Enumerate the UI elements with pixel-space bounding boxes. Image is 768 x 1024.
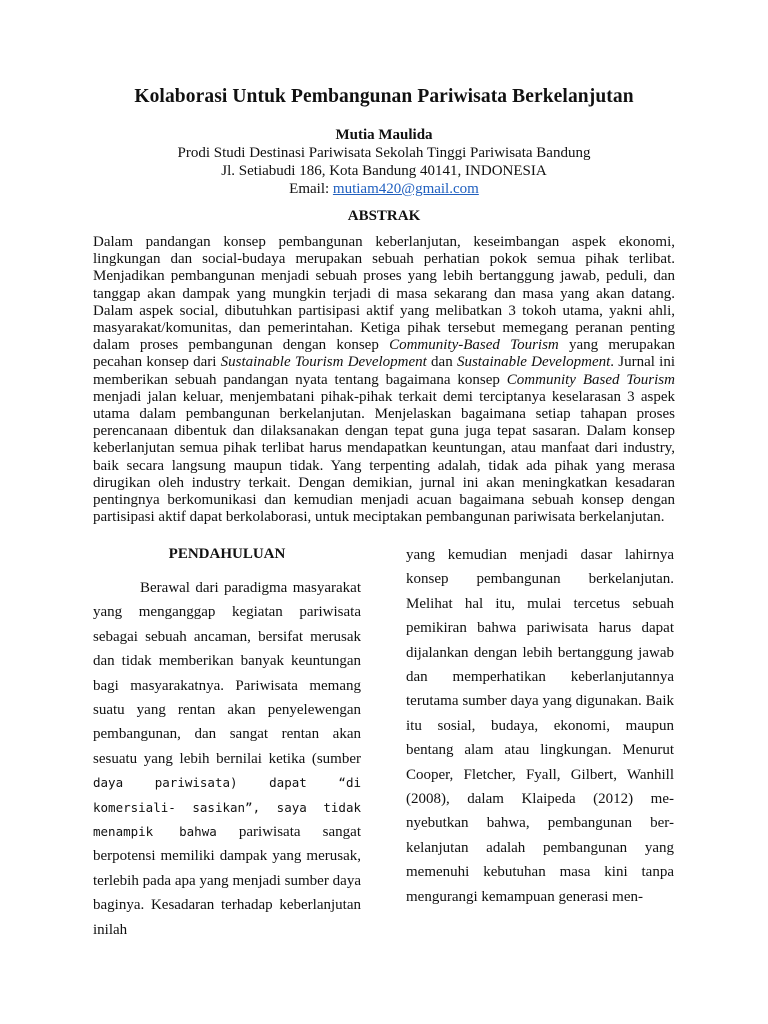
abstract-italic-sd: Sustainable Development	[456, 354, 611, 371]
abstract-part-2: yang merupakan pecahan konsep dari	[93, 337, 675, 371]
abstract-text	[93, 234, 675, 526]
author-address: Jl. Setiabudi 186, Kota Bandung 40141, INDONESIA	[221, 163, 547, 179]
author-block	[0, 126, 768, 198]
email-label: Email:	[289, 181, 333, 197]
abstract-italic-cbt-2: Community Based Tourism	[506, 371, 675, 388]
abstract-part-3: dan	[426, 354, 457, 371]
left-paragraph-part-1: Berawal dari paradigma masyarakat yang menganggap kegiatan pariwisata sebagai sebuah ancaman, bersifat merusak dan tidak memberikan banyak keuntungan bagi masyarakatnya. Pariwisata memang suatu yang rentan akan penyelewengan pembangunan, dan sangat rentan akan sesuatu yang lebih bernilai ketika (sumber	[93, 580, 361, 767]
left-paragraph-part-2: pariwisata sangat berpotensi memiliki dampak yang merusak, terlebih pada apa yang menjadi sumber daya baginya. Kesadaran terhadap keberlanjutan inilah	[93, 824, 361, 938]
abstract-italic-cbt: Community-Based Tourism	[389, 337, 559, 354]
left-paragraph-mono-fragment: daya pariwisata) dapat “di komersiali- sasikan”, saya tidak menampik bahwa	[93, 775, 361, 840]
body-column-right	[406, 543, 674, 909]
section-heading-pendahuluan: PENDAHULUAN	[168, 546, 286, 562]
author-name: Mutia Maulida	[335, 127, 433, 143]
abstract-heading: ABSTRAK	[347, 208, 421, 224]
left-column-paragraph	[93, 576, 361, 942]
right-column-paragraph: yang kemudian menjadi dasar lahirnya konsep pembangunan berkelanjutan. Melihat hal itu, mulai tercetus sebuah pemikiran bahwa pariwisata harus dapat dijalankan dengan lebih bertanggung jawab dan memperhatikan keberlanjutannya terutama sumber daya yang digunakan. Baik itu sosial, budaya, ekonomi, maupun bentang alam atau lingkungan. Menurut Cooper, Fletcher, Fyall, Gilbert, Wanhill (2008), dalam Klaipeda (2012) me- nyebutkan bahwa, pembangunan ber- kelanjutan adalah pembangunan yang memenuhi kebutuhan masa kini tanpa mengurangi kemampuan generasi men-	[406, 547, 674, 905]
email-link[interactable]: mutiam420@gmail.com	[332, 181, 479, 197]
body-column-left	[93, 542, 361, 942]
paper-title: Kolaborasi Untuk Pembangunan Pariwisata Berkelanjutan	[134, 86, 634, 107]
author-email-line	[0, 180, 768, 198]
author-affiliation: Prodi Studi Destinasi Pariwisata Sekolah Tinggi Pariwisata Bandung	[177, 145, 591, 161]
abstract-part-4: . Jurnal ini memberikan sebuah pandangan nyata tentang bagaimana konsep	[93, 354, 675, 388]
abstract-italic-std: Sustainable Tourism Development	[220, 354, 427, 371]
abstract-part-1: Dalam pandangan konsep pembangunan keberlanjutan, keseimbangan aspek ekonomi, lingkungan dan social-budaya merupakan sebuah perhatian pokok semua pihak terlibat. Menjadikan pembangunan menjadi sebuah proses yang lebih bertanggung jawab, peduli, dan tanggap akan dampak yang mungkin terjadi di masa sekarang dan masa yang akan datang. Dalam aspek social, dibutuhkan partisipasi aktif yang melibatkan 3 tokoh utama, yakni ahli, masyarakat/komunitas, dan pemerintahan. Ketiga pihak tersebut memegang peranan penting dalam proses pembangunan dengan konsep	[93, 234, 675, 354]
abstract-part-5: menjadi jalan keluar, menjembatani pihak-pihak terkait demi terciptanya keselarasan 3 aspek utama dalam pembangunan berkelanjutan. Menjelaskan bagaimana setiap tahapan proses perencanaan dibentuk dan dilaksanakan dengan tepat guna juga tepat sasaran. Dalam konsep keberlanjutan semua pihak terlibat harus mendapatkan keuntungan, atau manfaat dari industry, baik secara langsung maupun tidak. Yang terpenting adalah, tidak ada pihak yang merasa dirugikan oleh industry terkait. Dengan demikian, jurnal ini akan meningkatkan kesadaran pentingnya berkomunikasi dan kemudian menjadi acuan bagaimana sebuah konsep dengan partisipasi aktif dapat berkolaborasi, untuk meciptakan pembangunan pariwisata berkelanjutan.	[93, 388, 675, 526]
